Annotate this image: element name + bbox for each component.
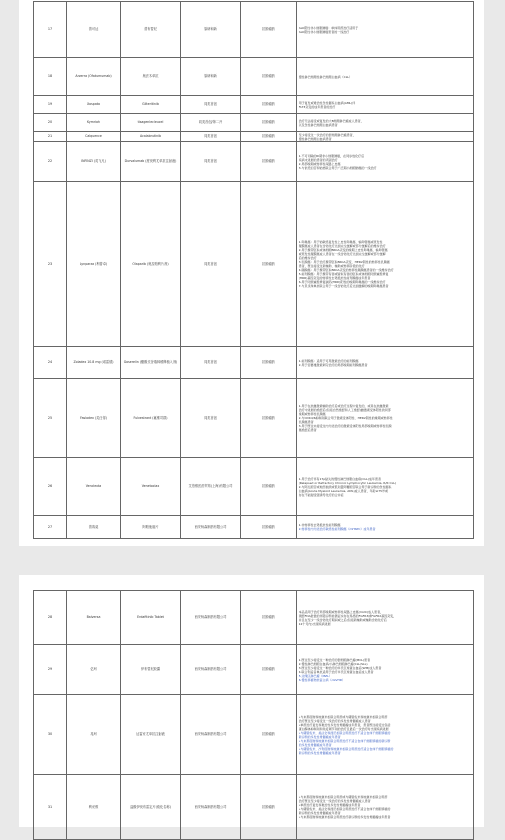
drug-type-cell: 抗肿瘤药 — [241, 458, 297, 516]
indication-line: 新诊断的多发性骨髓瘤成年患者 — [298, 811, 341, 815]
indication-line: 新诊断的多发性骨髓瘤成年患者 — [298, 734, 341, 739]
document-page-2 — [19, 575, 484, 827]
generic-name-cell: INFINZI (英飞凡) — [67, 142, 121, 182]
generic-name-cell: 利妥维 — [67, 775, 121, 840]
indication-cell — [297, 347, 474, 379]
indication-line: 用于复发或难治性急性髓系白血病(AML)伴 — [298, 100, 356, 105]
trade-name-cell: tisagenlecleucel — [121, 114, 181, 132]
indication-line: 3.与依托泊苷和铂类联合用于广泛期小细胞肺癌的一线治疗 — [298, 165, 377, 170]
drug-type-cell: 抗肿瘤药 — [241, 114, 297, 132]
document-page-1 — [19, 0, 484, 546]
row-number-cell: 29 — [34, 645, 67, 695]
drug-type-cell: 抗肿瘤药 — [241, 132, 297, 142]
trade-name-cell: 奥法木单抗 — [121, 58, 181, 96]
row-number-cell: 21 — [34, 132, 67, 142]
trade-name-cell: Durvalumab (度伐利尤单抗注射液) — [121, 142, 181, 182]
indication-line: 2.用于需要雄激素剥夺治疗的局部晚期前列腺癌患者 — [298, 362, 368, 367]
drug-type-cell: 抗肿瘤药 — [241, 58, 297, 96]
indication-line: 2.转移性内分泌治疗敏感性前列腺癌（mHSPC）成年患者 — [298, 527, 376, 531]
indication-line: 的多发性骨髓瘤成年患者 — [298, 742, 332, 747]
approval-class-cell: 原研和新 — [181, 58, 241, 96]
row-number-cell: 22 — [34, 142, 67, 182]
generic-name-cell: 亿珂 — [67, 645, 121, 695]
indication-line: 4.联合利妥昔单抗适用于治疗华氏巨球蛋白血症成人患者 — [298, 669, 374, 674]
row-number-cell: 17 — [34, 2, 67, 58]
drug-type-cell: 抗肿瘤药 — [241, 96, 297, 114]
indication-line: 蛋白酶体抑制剂和免疫调节剂的治疗且最后一次治疗时出现疾病进展 — [298, 726, 389, 731]
indication-line: 治疗中进展的绝经后(包括自然绝经和人工绝经)雌激素受体阳性的局部 — [298, 408, 391, 412]
indication-cell — [297, 142, 474, 182]
indication-line: 新诊断的多发性骨髓瘤成年患者 — [298, 750, 341, 755]
indication-line: 3.乳腺癌：用于治疗携带胚系BRCA突变、HER2阴性的转移性乳腺癌 — [298, 260, 390, 264]
drug-type-cell: 抗肿瘤药 — [241, 775, 297, 840]
drug-type-cell: 抗肿瘤药 — [241, 516, 297, 539]
drug-type-cell: 抗肿瘤药 — [241, 2, 297, 58]
generic-name-cell: 兆珂 — [67, 695, 121, 775]
indication-line: 晚期或转移性乳腺癌 — [298, 412, 326, 416]
indication-line: 存在不能耐受强诱导化疗的合并症 — [298, 492, 344, 497]
drug-type-cell: 抗肿瘤药 — [241, 347, 297, 379]
drug-type-cell: 抗肿瘤药 — [241, 142, 297, 182]
table-row — [34, 347, 474, 379]
table-row — [34, 182, 474, 347]
indication-line: 疾病未进展的患者的巩固治疗 — [298, 157, 338, 162]
trade-name-cell: 普布替尼 — [121, 2, 181, 58]
indication-line: 治疗无法接受或复发的大B细胞淋巴瘤成人患者， — [298, 118, 364, 123]
indication-cell — [297, 114, 474, 132]
drug-table-1 — [33, 1, 474, 539]
row-number-cell: 27 — [34, 516, 67, 539]
approval-class-cell: 西安杨森制药有限公司 — [181, 591, 241, 645]
indication-line: 2.与CDK4/6抑制剂联合用于激素受体阳性、HER2阴性的晚期或转移性 — [298, 416, 393, 420]
indication-line: 6.慢性移植物抗宿主病（cGVHD） — [298, 677, 346, 682]
drug-type-cell: 抗肿瘤药 — [241, 645, 297, 695]
generic-name-cell: Kymriah — [67, 114, 121, 132]
indication-line: 1.既往至少接受过一种治疗的套细胞淋巴瘤(MCL)患者 — [298, 657, 371, 662]
table-row — [34, 114, 474, 132]
indication-line: ALK阳性非小细胞肺癌患者的一线治疗 — [298, 29, 350, 34]
indication-line: 2.用于携带胚系或体细胞BRCA突变的晚期上皮性卵巢癌、输卵管癌 — [298, 248, 388, 252]
indication-cell — [297, 645, 474, 695]
row-number-cell: 20 — [34, 114, 67, 132]
indication-line: 2.局部晚期或转移性尿路上皮癌 — [298, 161, 341, 166]
indication-line: 本品适用于治疗局部晚期或转移性尿路上皮癌(mUC)成人患者， — [298, 609, 384, 614]
indication-cell — [297, 96, 474, 114]
indication-line: 5.前列腺癌：用于携带有害或疑似有害的胚系或体细胞同源重组修复 — [298, 272, 389, 276]
approval-class-cell: 同类首创/第二开 — [181, 114, 241, 132]
row-number-cell: 25 — [34, 379, 67, 458]
row-number-cell: 18 — [34, 58, 67, 96]
indication-line: 慢性淋巴细胞白血病患者 — [298, 136, 332, 141]
indication-line: 患者，既往接受过新辅助、辅助或转移阶段的化疗 — [298, 264, 365, 268]
indication-cell — [297, 132, 474, 142]
table-row — [34, 516, 474, 539]
generic-name-cell: Zoladex 10.8 mg (诺雷德) — [67, 347, 121, 379]
table-row — [34, 775, 474, 840]
indication-cell — [297, 182, 474, 347]
approval-class-cell: 西安杨森制药有限公司 — [181, 645, 241, 695]
indication-cell — [297, 379, 474, 458]
table-row — [34, 645, 474, 695]
trade-name-cell: Venetoclax — [121, 458, 181, 516]
row-number-cell: 30 — [34, 695, 67, 775]
indication-line: 2.慢性淋巴细胞白血病/小淋巴细胞淋巴瘤(CLL/SLL) — [298, 661, 368, 666]
approval-class-cell: 同类首创 — [181, 347, 241, 379]
indication-line: 1.不可切除的III期非小细胞肺癌，在同步放化疗后 — [298, 153, 365, 158]
indication-cell — [297, 695, 474, 775]
table-row — [34, 96, 474, 114]
row-number-cell: 23 — [34, 182, 67, 347]
generic-name-cell: Xospata — [67, 96, 121, 114]
table-row — [34, 458, 474, 516]
indication-cell — [297, 458, 474, 516]
approval-class-cell: 同类首创 — [181, 142, 241, 182]
indication-line: 治疗既往至少接受过一线治疗的多发性骨髓瘤成人患者 — [298, 799, 371, 803]
indication-line: 腹膜癌成人患者在含铂化疗达到完全缓解或部分缓解后的维持治疗 — [298, 244, 386, 248]
indication-line: 2.与阿扎胞苷或地西他滨或低剂量阿糖胞苷联合用于新诊断的急性髓系 — [298, 484, 392, 489]
indication-line: 并且在至少一线含铂化疗期间或之后(包括新辅助或辅助含铂化疗后 — [298, 617, 387, 622]
indication-line: 3.用于既往未接受过内分泌治疗的激素受体阳性局部晚期或转移性乳腺 — [298, 424, 392, 428]
indication-cell — [297, 516, 474, 539]
trade-name-cell: Fulvestrant (氟维司群) — [121, 379, 181, 458]
indication-line: 白血病(Acute Myeloid Leukemia, AML)成人患者，年龄≥75岁或 — [298, 488, 389, 493]
indication-line: 慢性淋巴细胞性淋巴细胞白血病（CLL） — [298, 74, 353, 79]
approval-class-cell: 艾伯维医药贸易(上海)有限公司 — [181, 458, 241, 516]
indication-cell — [297, 2, 474, 58]
indication-line: 4.胰腺癌：用于携带胚系BRCA突变的转移性胰腺癌患者的一线维持治疗 — [298, 268, 394, 272]
approval-class-cell: 西安杨森制药有限公司 — [181, 775, 241, 840]
trade-name-cell: Erdafitinib Tablet — [121, 591, 181, 645]
indication-line: 治疗既往至少接受过一线治疗的多发性骨髓瘤成人患者 — [298, 718, 371, 723]
indication-line: (Relapsed or Refractory Chronic Lymphocytic Leukemia, R/R CLL) — [298, 480, 397, 485]
table-row — [34, 2, 474, 58]
indication-line: 7.与贝伐珠单抗联合用于一线含铂化疗后达到缓解的晚期卵巢癌患者 — [298, 284, 389, 288]
approval-class-cell: 同类首创 — [181, 132, 241, 142]
drug-type-cell: 抗肿瘤药 — [241, 695, 297, 775]
indication-line: ALK阳性非小细胞肺癌：单体用药治疗适用于 — [298, 25, 359, 30]
indication-line: •与来那度胺和地塞米松联合用药或与硼替佐米和地塞米松联合用药 — [298, 714, 388, 719]
table-row — [34, 142, 474, 182]
trade-name-cell: Acalabrutinib — [121, 132, 181, 142]
indication-line: 5.边缘区淋巴瘤（MZL） — [298, 673, 332, 678]
indication-line: •与来那度胺和地塞米松联合用药或与硼替佐米和地塞米松联合用药 — [298, 795, 388, 799]
approval-class-cell: 西安杨森制药有限公司 — [181, 695, 241, 775]
indication-line: 12个月内)出现疾病进展 — [298, 621, 331, 626]
row-number-cell: 26 — [34, 458, 67, 516]
indication-line: 乳腺癌患者 — [298, 420, 314, 424]
generic-name-cell: Lynparza (利普卓) — [67, 182, 121, 347]
indication-line: 1.用于在抗雌激素辅助治疗后或治疗过程中复发的，或是在抗雌激素 — [298, 404, 389, 408]
table-row — [34, 695, 474, 775]
generic-name-cell: Balversa — [67, 591, 121, 645]
row-number-cell: 31 — [34, 775, 67, 840]
indication-line: (HRR)基因突变的转移性去势抵抗性前列腺癌成年患者 — [298, 276, 371, 280]
generic-name-cell: Venclexta — [67, 458, 121, 516]
approval-class-cell: 同类首创 — [181, 182, 241, 347]
indication-line: 以及急性淋巴细胞白血病患者 — [298, 122, 338, 127]
indication-line: 1.非转移性去势抵抗性前列腺癌 — [298, 523, 341, 527]
indication-line: •与硼替佐米、美法仑和泼尼松联合用药治疗不适合自体干细胞移植的 — [298, 730, 391, 735]
drug-table-2 — [33, 590, 474, 840]
trade-name-cell: 达雷妥尤单抗注射液 — [121, 695, 181, 775]
trade-name-cell: Olaparib (奥拉帕利片剂) — [121, 182, 181, 347]
indication-line: 癌绝经后患者 — [298, 428, 317, 432]
trade-name-cell: 伊布替尼胶囊 — [121, 645, 181, 695]
trade-name-cell: 盐酸伊伐布雷定片(欧化名称) — [121, 775, 181, 840]
indication-line: FLT3突变的成年患者的治疗 — [298, 104, 336, 109]
indication-line: 1.卵巢癌：用于铂敏感复发性上皮性卵巢癌、输卵管癌或原发性 — [298, 240, 383, 244]
indication-cell — [297, 775, 474, 840]
drug-type-cell: 抗肿瘤药 — [241, 182, 297, 347]
indication-line: •与硼替佐米、沙利度胺和地塞米松联合用药治疗适合自体干细胞移植的 — [298, 746, 394, 751]
indication-line: 1.用于治疗伴有17p缺失的慢性淋巴细胞白血病(CLL)成年患者 — [298, 476, 381, 481]
drug-type-cell: 抗肿瘤药 — [241, 379, 297, 458]
indication-line: 1.前列腺癌：适用于可用激素治疗的前列腺癌 — [298, 358, 359, 363]
row-number-cell: 19 — [34, 96, 67, 114]
indication-line: •与来那度胺和地塞米松联合用药治疗不适合自体干细胞移植的新诊断 — [298, 738, 391, 743]
table-row — [34, 379, 474, 458]
approval-class-cell: 同类首创 — [181, 96, 241, 114]
indication-line: 至少接受过一次治疗的套细胞淋巴瘤患者， — [298, 132, 356, 137]
approval-class-cell: 同类首创 — [181, 379, 241, 458]
generic-name-cell: Calquence — [67, 132, 121, 142]
indication-line: 或原发性腹膜癌成人患者在一线含铂化疗达到完全缓解或部分缓解 — [298, 252, 386, 256]
indication-line: 后的维持治疗 — [298, 256, 317, 260]
indication-line: •单药治疗复发和难治性多发性骨髓瘤成年患者 — [298, 803, 361, 807]
indication-line: •与来那度胺和地塞米松联合用药治疗新诊断的多发性骨髓瘤成年患者 — [298, 815, 391, 819]
table-row — [34, 132, 474, 142]
trade-name-cell: Goserelin (醋酸戈舍瑞林缓释植入剂) — [121, 347, 181, 379]
generic-name-cell: 普可达 — [67, 2, 121, 58]
trade-name-cell: 阿帕他胺片 — [121, 516, 181, 539]
approval-class-cell: 原研和新 — [181, 2, 241, 58]
approval-class-cell: 西安杨森制药有限公司 — [181, 516, 241, 539]
generic-name-cell: Arzerra (Ofatumumab) — [67, 58, 121, 96]
indication-line: 6.用于同源重组修复缺陷(HRD)阳性的晚期卵巢癌的一线维持治疗 — [298, 280, 386, 284]
indication-line: 3.既往至少接受过一种治疗的华氏巨球蛋白血症(WM)成人患者 — [298, 665, 382, 670]
table-row — [34, 58, 474, 96]
row-number-cell: 24 — [34, 347, 67, 379]
indication-line: •单药治疗复发和难治性多发性骨髓瘤成年患者，患者既往接受过包括 — [298, 722, 391, 727]
row-number-cell: 28 — [34, 591, 67, 645]
generic-name-cell: 普赛莫 — [67, 516, 121, 539]
indication-cell — [297, 58, 474, 96]
indication-cell — [297, 591, 474, 645]
generic-name-cell: Faslodex (芙仕得) — [67, 379, 121, 458]
trade-name-cell: Gilteritinib — [121, 96, 181, 114]
drug-type-cell: 抗肿瘤药 — [241, 591, 297, 645]
indication-line: •与硼替佐米、美法仑和泼尼松联合用药治疗不适合自体干细胞移植的 — [298, 807, 391, 811]
table-row — [34, 591, 474, 645]
indication-line: 须经FDA批准的伴随诊断检测证实存在易感的FGFR3或FGFR2基因突变， — [298, 613, 397, 618]
